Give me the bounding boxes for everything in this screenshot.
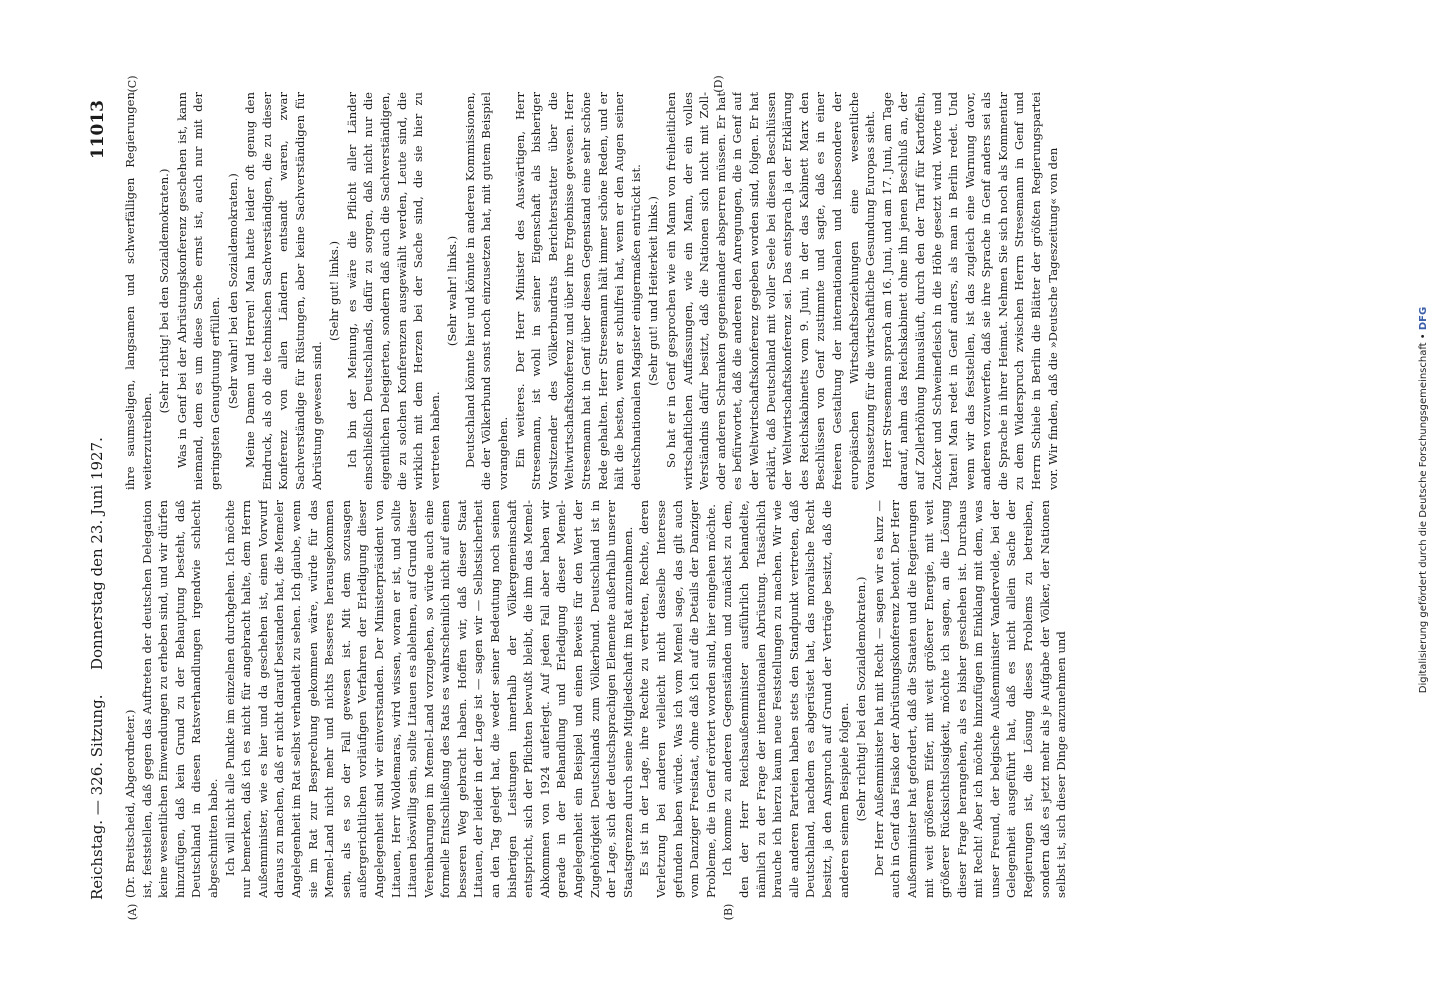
margin-mark-b: (B) [722,903,735,921]
paragraph: Deutschland könnte hier und könnte in anderen Kommissionen, die der Völkerbund sonst noch einzusetzen hat, mit gutem Beispiel vorangehen. [462,92,511,490]
digitization-colophon [1414,0,1434,1000]
paragraph: Ich komme zu anderen Gegenständen und zunächst zu dem, den der Herr Reichsaußenminister ausführlich behandelte, nämlich zu der Frage der internationalen Abrüstung. Tatsächlich brauche ich hierzu kaum neue Feststellungen zu machen. Wir wie alle anderen Parteien haben stets den Standpunkt vertreten, daß Deutschland, nachdem es abgerüstet hat, das moralische Recht besitzt, ja den Anspruch auf Grund der Verträge besitzt, daß die anderen seinem Beispiele folgen. [720,500,851,898]
paragraph: Meine Damen und Herren! Man hatte leider oft genug den Eindruck, als ob die technischen Sachverständigen, die zu dieser Konferenz von allen Ländern entsandt waren, zwar Sachverständige für Rüstungen, aber keine Sachverständigen für Abrüstung gewesen sind. [243,92,324,490]
colophon-text: Digitalisierung gefördert durch die Deutsche Forschungsgemeinschaft • [1418,333,1429,694]
right-text-column [122,92,1302,490]
dfg-logo: DFG [1418,306,1429,331]
paragraph: Es ist in der Lage, ihre Rechte zu vertreten, Rechte, deren Verletzung bei anderen vielleicht nicht dasselbe Interesse gefunden haben würde. Was ich vom Memel sage, das gilt auch vom Danziger Freistaat, ohne daß ich auf die Details der Danziger Probleme, die in Genf erörtert worden sind, hier eingehen möchte. [637,500,718,898]
interjection: (Sehr gut! und Heiterkeit links.) [646,196,661,386]
paragraph: ist, feststellen, daß gegen das Auftreten der deutschen Delegation keine wesentlichen Einwendungen zu erheben sind, und wir dürfen hinzufügen, daß kein Grund zu der Behauptung besteht, daß Deutschland in diesen Ratsverhandlungen irgendwie schlecht abgeschnitten habe. [139,500,220,898]
margin-mark-c: (C) [126,75,139,93]
left-text-column [122,500,1302,898]
speaker-line: (Dr. Breitscheid, Abgeordneter.) [123,709,137,898]
paragraph: Der Herr Außenminister hat mit Recht — sagen wir es kurz — auch in Genf das Fiasko der Abrüstungskonferenz betont. Der Herr Außenminister hat gefordert, daß die Staaten und die Regierungen mit weit größerem Eifer, mit weit größerer Energie, mit weit größerer Rücksichtslosigkeit, möchte ich sagen, an die Lösung dieser Frage herangehen, als es bisher geschehen ist. Durchaus mit Recht! Aber ich möchte hinzufügen im Einklang mit dem, was unser Freund, der belgische Außenminister Vandervelde, bei der Gelegenheit ausgeführt hat, daß es nicht allein Sache der Regierungen ist, die Lösung dieses Problems zu betreiben, sondern daß es jetzt mehr als je Aufgabe der Völker, der Nationen selbst ist, sich dieser Dinge anzunehmen und [871,500,1069,898]
paragraph: So hat er in Genf gesprochen wie ein Mann von freiheitlichen wirtschaftlichen Auffassungen, wie ein Mann, der ein volles Verständnis dafür besitzt, daß die Nationen sich nicht mit Zoll- oder anderen Schranken gegeneinander absperren müssen. Er hat es befürwortet, daß die anderen den Anregungen, die in Genf auf der Weltwirtschaftskonferenz gegeben worden sind, folgen. Er hat erklärt, daß Deutschland mit voller Seele bei diesen Beschlüssen der Weltwirtschaftskonferenz sei. Das entsprach ja der Erklärung des Reichskabinetts vom 9. Juni, in der das Kabinett Marx den Beschlüssen von Genf zustimmte und sagte, daß es in einer freieren Gestaltung der internationalen und insbesondere der europäischen Wirtschaftsbeziehungen eine wesentliche Voraussetzung für die wirtschaftliche Gesundung Europas sieht. [664,92,878,490]
interjection: (Sehr wahr! bei den Sozialdemokraten.) [225,173,240,409]
header-date: Donnerstag den 23. Juni 1927. [88,437,106,670]
margin-mark-a: (A) [126,903,139,921]
paragraph: Ein weiteres. Der Herr Minister des Auswärtigen, Herr Stresemann, ist wohl in seiner Eigenschaft als bisheriger Vorsitzender des Völkerbundrats Berichterstatter über die Weltwirtschaftskonferenz und über ihre Ergebnisse gewesen. Herr Stresemann hat in Genf über diesen Gegenstand eine sehr schöne Rede gehalten. Herr Stresemann hält immer schöne Reden, und er hält die besten, wenn er schulfrei hat, wenn er den Augen seiner deutschnationalen Magister einigermaßen entrückt ist. [512,92,643,490]
paragraph: ihre saumseligen, langsamen und schwerfälligen Regierungen weiterzutreiben. [123,92,154,490]
interjection: (Sehr richtig! bei den Sozialdemokraten.) [157,168,172,414]
interjection: (Sehr richtig! bei den Sozialdemokraten.) [854,576,869,822]
page-number: 11013 [88,100,108,160]
margin-mark-d: (D) [712,75,725,93]
paragraph: Ich bin der Meinung, es wäre die Pflicht aller Länder einschließlich Deutschlands, dafür zu sorgen, daß nicht nur die eigentlichen Delegierten, sondern daß auch die Sachverständigen, die zu solchen Konferenzen ausgewählt werden, Leute sind, die wirklich mit dem Herzen bei der Sache sind, die sie hier zu vertreten haben. [344,92,442,490]
paragraph: Ich will nicht alle Punkte im einzelnen durchgehen. Ich möchte nur bemerken, daß ich es nicht für angebracht halte, dem Herrn Außenminister, wie es hier und da geschehen ist, einen Vorwurf daraus zu machen, daß er nicht darauf bestanden hat, die Memeler Angelegenheit im Rat selbst verhandelt zu sehen. Ich glaube, wenn sie im Rat zur Besprechung gekommen wäre, würde für das Memel-Land nicht mehr und nichts Besseres herausgekommen sein, als es so der Fall gewesen ist. Mit dem sozusagen außergerichtlichen vorläufigen Verfahren der Erledigung dieser Angelegenheit sind wir einverstanden. Der Ministerpräsident von Litauen, Herr Woldemaras, wird wissen, woran er ist, und sollte Litauen böswillig sein, sollte Litauen es ablehnen, auf Grund dieser Vereinbarungen im Memel-Land vorzugehen, so würde auch eine formelle Entschließung des Rats es wahrscheinlich nicht auf einen besseren Weg gebracht haben. Hoffen wir, daß dieser Staat Litauen, der leider in der Lage ist — sagen wir — Selbstsicherheit an den Tag gelegt hat, die weder seiner Bedeutung noch seinen bisherigen Leistungen innerhalb der Völkergemeinschaft entspricht, sich der Pflichten bewußt bleibt, die ihm das Memel-Abkommen von 1924 auferlegt. Auf jeden Fall aber haben wir gerade in der Behandlung und Erledigung dieser Memel-Angelegenheit ein Beispiel und einen Beweis für den Wert der Zugehörigkeit Deutschlands zum Völkerbund. Deutschland ist in der Lage, sich der deutschsprachigen Elemente außerhalb unserer Staatsgrenzen durch seine Mitgliedschaft im Rat anzunehmen. [222,500,635,898]
page-header [88,100,122,900]
paragraph: Herr Stresemann sprach am 16. Juni, und am 17. Juni, am Tage darauf, nahm das Reichskabinett ohne ihn jenen Beschluß an, der auf Zollerhöhung hinausläuft, durch den der Tarif für Kartoffeln, Zucker und Schweinefleisch in die Höhe gesetzt wird. Worte und Taten! Man redet in Genf anders, als man in Berlin redet. Und wenn wir das feststellen, ist das zugleich eine Warnung davor, anderen vorzuwerfen, daß sie ihre Sprache in Genf anders sei als die Sprache in ihrer Heimat. Nehmen Sie sich noch als Kommentar zu dem Widerspruch zwischen Herrn Stresemann in Genf und Herrn Schiele in Berlin die Blätter der größten Regierungspartei vor. Wir finden, daß die »Deutsche Tageszeitung« von den [879,92,1060,490]
paragraph: Was in Genf bei der Abrüstungskonferenz geschehen ist, kann niemand, dem es um diese Sache ernst ist, auch nur mit der geringsten Genugtuung erfüllen. [174,92,222,490]
interjection: (Sehr wahr! links.) [445,235,460,347]
interjection: (Sehr gut! links.) [327,241,342,341]
header-session: Reichstag. — 326. Sitzung. [88,694,106,900]
